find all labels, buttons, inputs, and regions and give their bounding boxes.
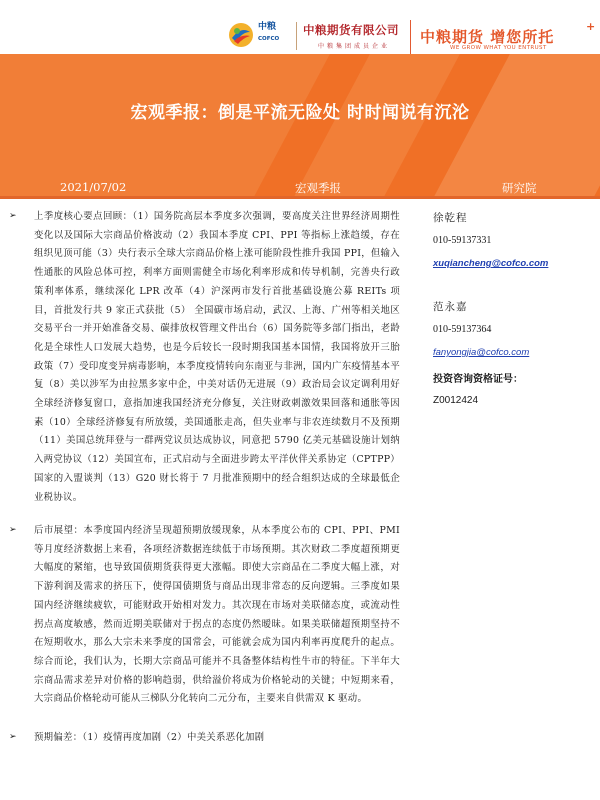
report-title: 宏观季报：倒是平流无险处 时时闻说有沉沦 [130,103,470,123]
report-date: 2021/07/02 [60,180,127,194]
meta-row [0,178,600,196]
company-name: 中粮期货有限公司 [303,23,399,37]
analyst-phone: 010-59137331 [433,235,492,246]
logo-divider [296,22,297,50]
brand-slogan-en: WE GROW WHAT YOU ENTRUST [450,45,547,51]
title-banner [0,54,600,196]
certificate-label: 投资咨询资格证号： [433,374,523,385]
brand-slogan: 中粮期货 增您所托 [420,28,555,46]
cofco-logo-text [258,22,279,45]
company-subtitle: 中粮集团成员企业 [318,43,391,50]
analyst-phone: 010-59137364 [433,324,492,335]
arrow-right-icon: ➢ [9,732,17,742]
report-dept: 研究院 [502,181,537,195]
section-text: 后市展望：本季度国内经济呈现超预期放缓现象，从本季度公布的 CPI、PPI、PMI 等月度经济数据上来看，各项经济数据连续低于市场预期。其次财政二季度超预期更大幅度的紧缩，也导致国债期货获得更大涨幅。即使大宗商品在二季度大幅上涨，对下游利润及需求的挤压下，使得国债期货与商品出现非常态的反向逻辑。三季度如果国内经济继续疲软，可能财政开始相对发力。其次现在市场对美联储态度，或流动性拐点高度敏感，然而近期美联储对于拐点的态度仍然暧昧。如果美联储超预期坚持不在短期收水，那么大宗未来季度的国常会，可能就会成为国内利率再度爬升的起点。综合而论，我们认为，长期大宗商品可能并不具备整体结构性牛市的特征。下半年大宗商品需求差异对价格的影响趋弱，供给溢价将成为价格轮动的关键；中短期来看，大宗商品价格轮动可能从三梯队分化转向二元分布，主要来自供需双 K 驱动。 [34,525,400,705]
section-text: 预期偏差：（1）疫情再度加剧（2）中美关系恶化加剧 [34,732,265,743]
report-type: 宏观季报 [295,181,341,195]
analyst-email-link[interactable]: fanyongjia@cofco.com [433,347,530,358]
arrow-right-icon: ➢ [9,211,17,221]
analyst-email-link[interactable]: xuqiancheng@cofco.com [433,258,549,269]
analyst-name: 徐乾程 [433,212,468,224]
analyst-panel [433,208,593,406]
cofco-logo-en: COFCO [258,36,280,42]
meta-underline [0,196,600,199]
analyst-name: 范永嘉 [433,301,468,313]
certificate-number: Z0012424 [433,395,479,406]
brand-plus-icon: + [586,20,596,33]
arrow-right-icon: ➢ [9,525,17,535]
cofco-logo-cn: 中粮 [258,22,277,32]
cofco-logo-icon [228,22,254,48]
banner-decoration [0,54,341,196]
section-text: 上季度核心要点回顾：（1）国务院高层本季度多次强调，要高度关注世界经济周期性变化以及国际大宗商品价格波动（2）我国本季度 CPI、PPI 等指标上涨趋缓，存在组织见顶可能（3）央行表示全球大宗商品价格上涨可能阶段性推升我国 PPI，但输入性通胀的风险总体可控，利率方面则需健全市场化利率形成和传导机制，完善央行政策利率体系，继续深化 LPR 改革（4）沪深两市发行首批基础设施公募 REITs 项目，首批发行共 9 家正式获批（5） 全国碳市场启动，武汉、上海、广州等相关地区交易平台一并开始准备交易、碳排放权管理文件出台（6）国务院等多部门指出，老龄化是全球性人口发展大趋势，也是今后较长一段时期我国基本国情，我国将放开三胎政策（7）受印度变异病毒影响，本季度疫情转向东南亚与非洲，国内广东疫情基本平复（8）美以涉军为由拉黑多家中企，中美对话仍无进展（9）政治局会议定调利用好全球经济修复窗口，意指加速我国经济充分修复，关注财政刺激效果回落和通胀等因素（10）全球经济修复有所放缓，美国通胀走高，但失业率与非农连续数月不及预期（11）美国总统拜登与一群两党议员达成协议，同意把 5790 亿美元基础设施计划纳入两党协议（12）美国宣布，正式启动与全面进步跨太平洋伙伴关系协定（CPTPP）国家的入盟谈判（13）G20 财长将于 7 月批准预期中的经合组织达成的全球最低企业税协议。 [34,211,400,503]
banner-decoration [425,54,600,196]
header-divider [410,20,411,54]
